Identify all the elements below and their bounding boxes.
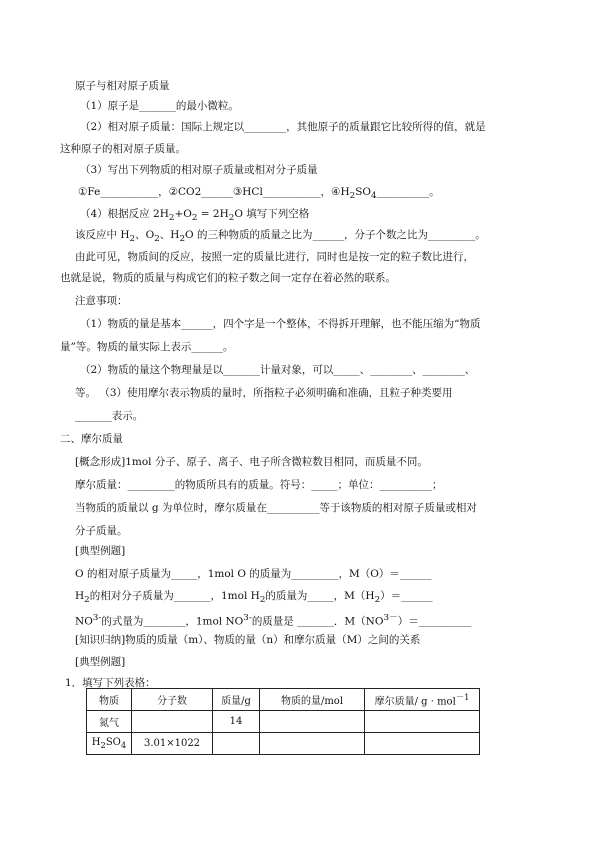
section-heading: 原子与相对原子质量 [75, 80, 170, 92]
table-header-cell: 质量/g [213, 689, 260, 711]
text-line: 这种原子的相对原子质量。 [60, 143, 186, 155]
text-line: $H_2$的相对分子质量为_______，1mol $H_2$的质量为_____，$M(H_2)=\_\_\_\_\_\_$ [75, 590, 433, 606]
table-row [87, 711, 480, 733]
text-line: _______表示。 [75, 410, 144, 422]
text-line: $NO^{3-}$的式量为________，1mol $NO^{3-}$的质量是 _______．$M(NO^{3-})=\_\_\_\_\_\_\_\_\_\_$ [75, 613, 472, 628]
text-line: 分子质量。 [75, 525, 128, 537]
text-line: （1）原子是_______的最小微粒。 [80, 100, 239, 112]
text-line: 当物质的质量以 g 为单位时，摩尔质量在__________等于该物质的相对原子质量或相对 [75, 502, 477, 514]
text-line: （4）根据反应 $2H_2+O_2 = 2H_2O$ 填写下列空格 [80, 208, 310, 224]
table-cell [260, 733, 365, 755]
section-heading: 二、摩尔质量 [60, 433, 123, 445]
text-line: [知识归纳]物质的质量（m）、物质的量（n）和摩尔质量（M）之间的关系 [75, 634, 421, 646]
text-line: ①Fe___________，②CO2______③HCl___________，$④H_2SO_4\_\_\_\_\_\_\_\_\_\_$。 [78, 186, 440, 202]
data-table [86, 688, 480, 755]
text-line: 量”等。物质的量实际上表示______。 [60, 341, 234, 353]
table-row [87, 733, 480, 755]
table-cell: 3.01×1022 [132, 733, 213, 755]
text-line: 注意事项： [75, 295, 128, 307]
table-header-row [87, 689, 480, 711]
text-line: O 的相对原子质量为_____，1mol O 的质量为_________，M（O）＝______ [75, 568, 432, 580]
table-header-cell: 物质 [87, 689, 132, 711]
text-line: [典型例题] [75, 545, 126, 557]
table-header-cell: 物质的量/mol [260, 689, 365, 711]
table-cell [213, 733, 260, 755]
table-header-cell: 摩尔质量/ g · mol$^{-1}$ [365, 689, 480, 711]
table-cell: 14 [213, 711, 260, 733]
text-line: 等。 （3）使用摩尔表示物质的量时，所指粒子必须明确和准确，且粒子种类要用 [75, 387, 453, 399]
table-cell [132, 711, 213, 733]
text-line: [典型例题] [75, 656, 126, 668]
table-cell: 氮气 [87, 711, 132, 733]
table-cell: $H_2SO_4$ [87, 733, 132, 755]
text-line: （1）物质的量是基本______，四个字是一个整体，不得拆开理解，也不能压缩为“物质 [80, 318, 481, 330]
text-line: 该反应中 $H_2$、$O_2$、$H_2O$ 的三种物质的质量之比为______，分子个数之比为_________。 [75, 229, 486, 245]
text-line: 1．填写下列表格： [65, 677, 156, 689]
text-line: [概念形成]1mol 分子、原子、离子、电子所含微粒数目相同，而质量不同。 [75, 456, 428, 468]
text-line: 摩尔质量：_________的物质所具有的质量。符号：_____；单位：__________； [75, 479, 443, 491]
text-line: 由此可见，物质间的反应，按照一定的质量比进行，同时也是按一定的粒子数比进行， [75, 251, 474, 263]
text-line: （2）相对原子质量：国际上规定以________，其他原子的质量跟它比较所得的值，就是 [80, 121, 486, 133]
text-line: （2）物质的量这个物理量是以_______计量对象，可以_____、________、________、 [80, 364, 476, 376]
table-cell [260, 711, 365, 733]
text-line: 也就是说，物质的质量与构成它们的粒子数之间一定存在着必然的联系。 [60, 272, 396, 284]
text-line: （3）写出下列物质的相对原子质量或相对分子质量 [80, 164, 318, 176]
table-header-cell: 分子数 [132, 689, 213, 711]
table-cell [365, 711, 480, 733]
table-cell [365, 733, 480, 755]
